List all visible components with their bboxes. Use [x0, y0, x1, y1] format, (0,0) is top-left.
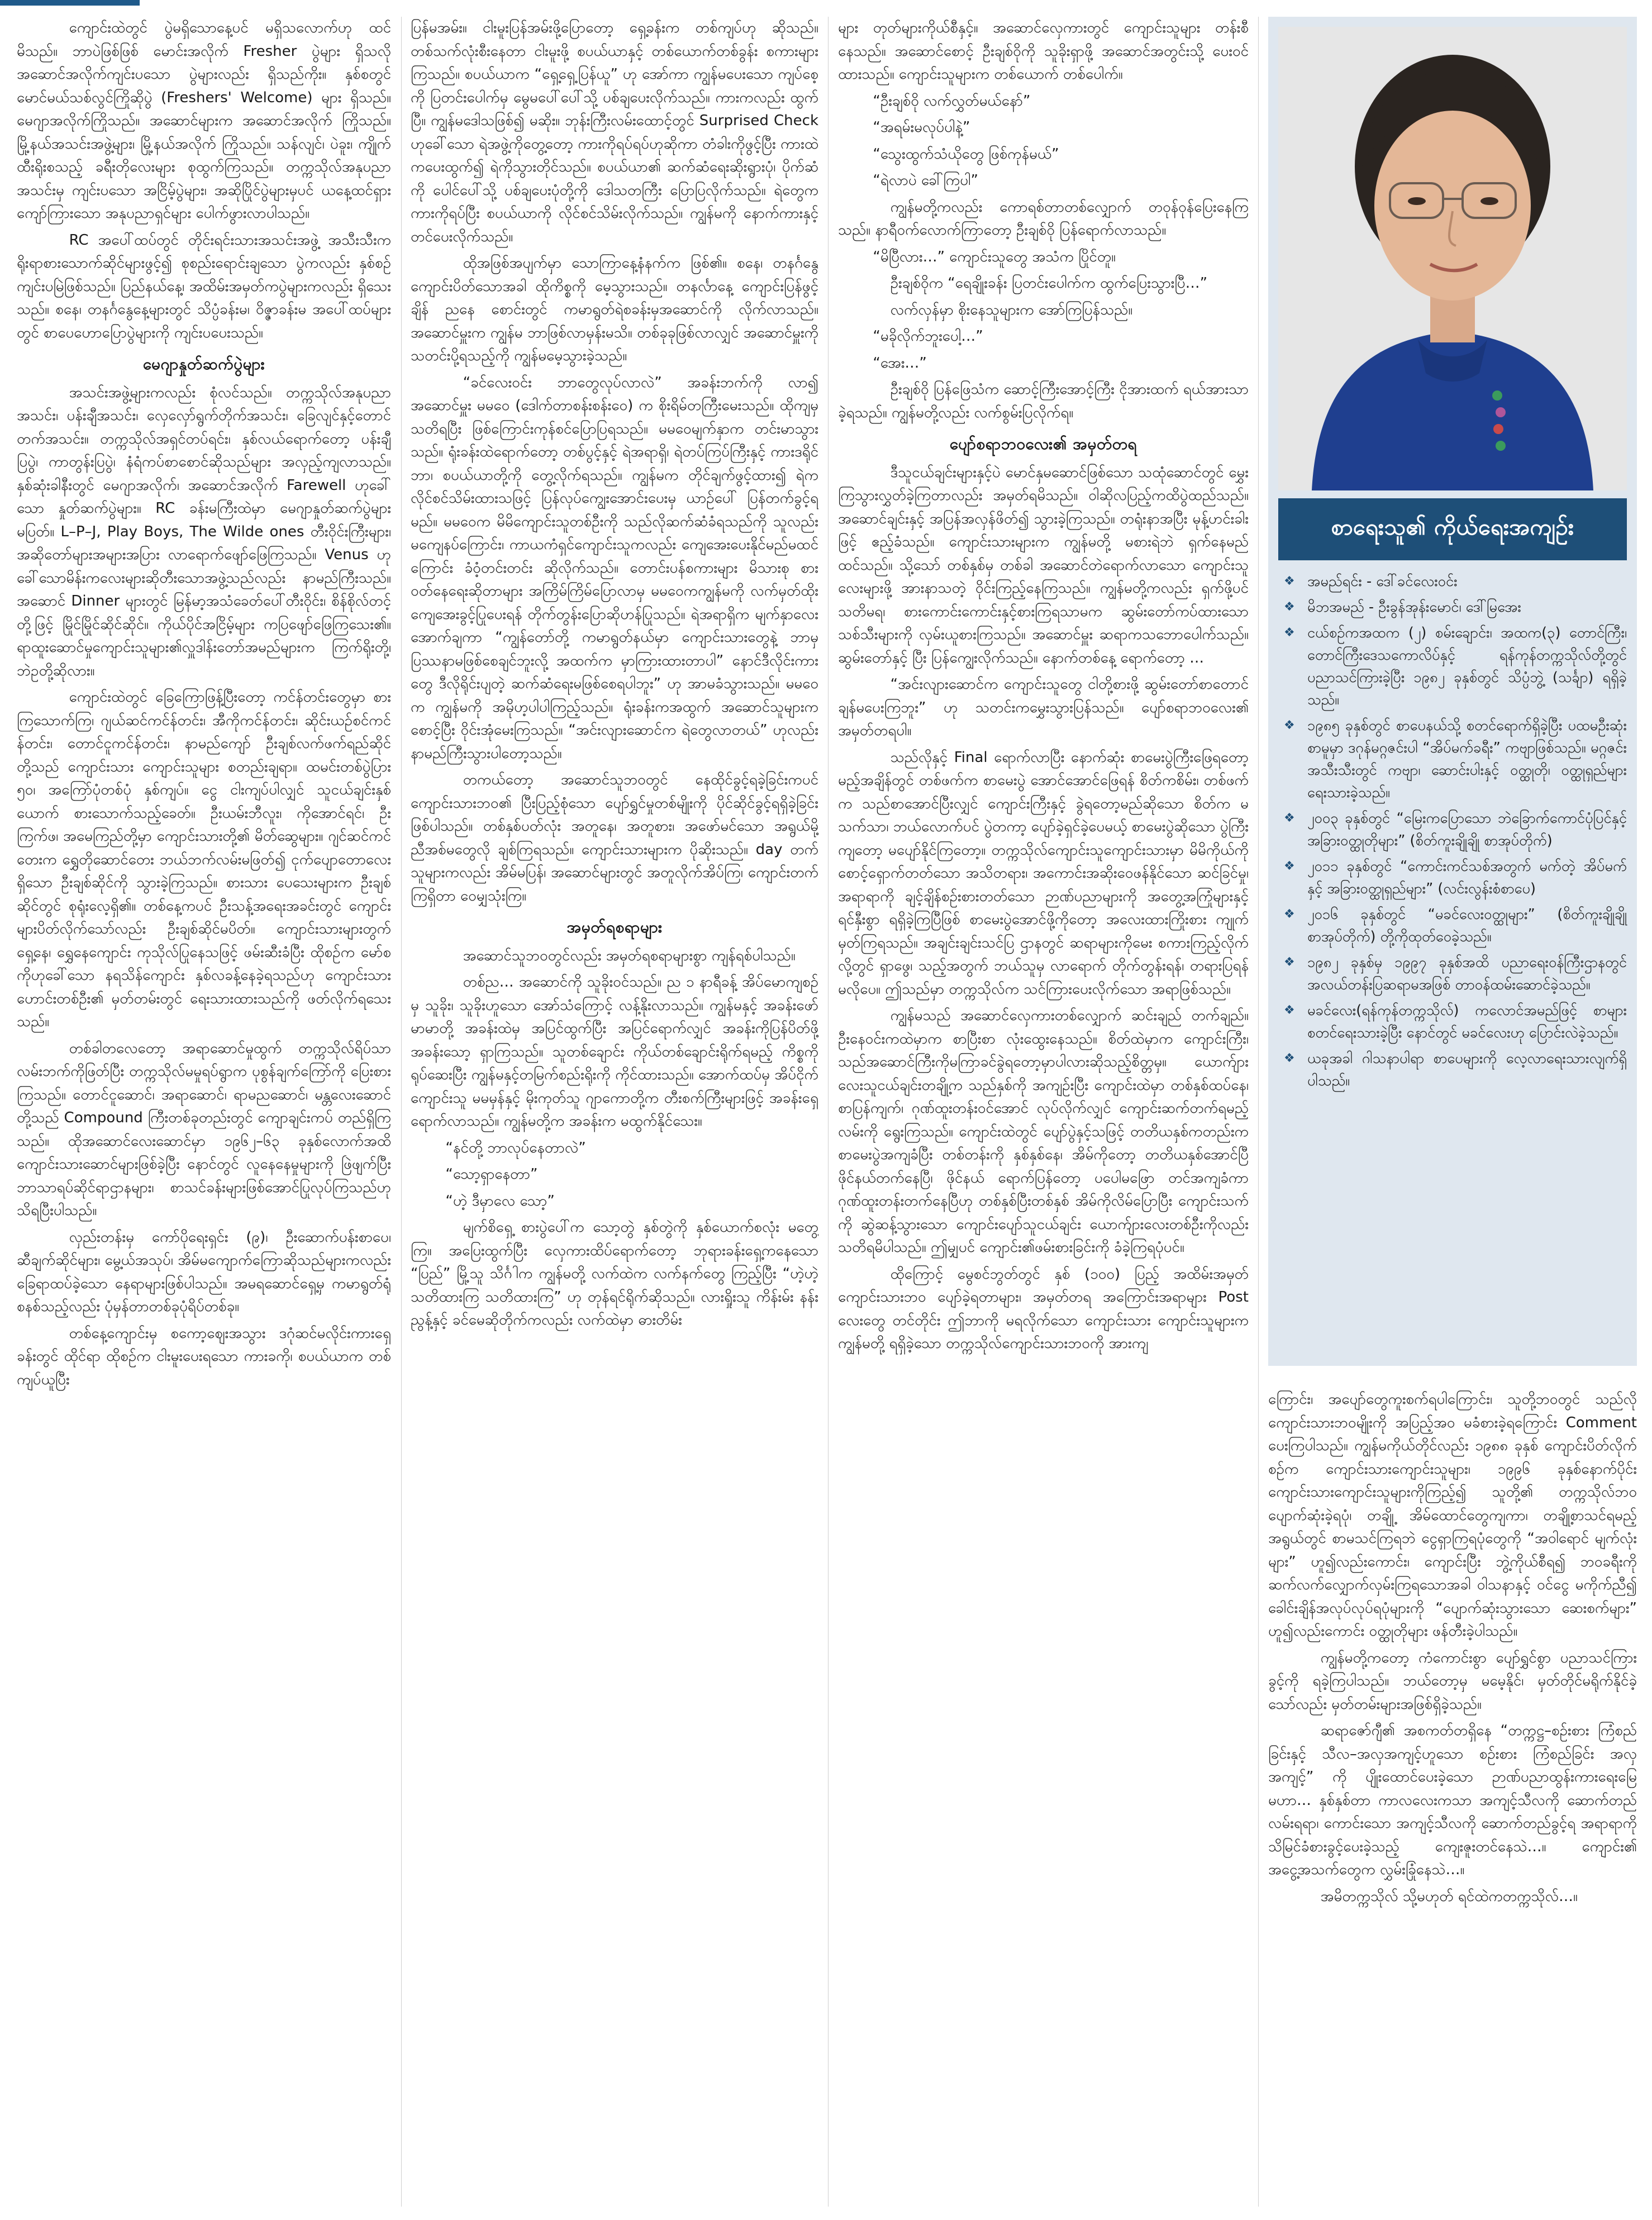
diamond-bullet-icon: ❖ — [1284, 811, 1295, 825]
article-paragraph: တစ်ည… အဆောင်ကို သူခိုးဝင်သည်။ ည ၁ နာရီခန့် အိပ်မောကျစဉ်မှ သူခိုး၊ သူခိုးဟူသော အော်သံကြောင့် လန့်နိုးလာသည်။ ကျွန်မနှင့် အခန်းဖော် မာမာတို့ အခန်းထဲမှ အပြင်ထွက်ပြီး အပြင်ရောက်လျှင် အခန်းကိုပြန်ပိတ်ဖို့ အခန်းသော့ ရှာကြသည်။ သူတစ်ချောင်း ကိုယ်တစ်ချောင်းရိုက်ရမည့် ကိစ္စကို ရုပ်ဆေးပြီး ကျွန်မနှင့်တမြက်စည်းရိုးကို ကိုင်ထားသည်။ အောက်ထပ်မှ အိပ်ငိုက်ကျောင်းသူ မမမှန်နှင့် မိုးကုတ်သူ ဂျာကောတို့က တီးစက်ကြီးများဖြင့် အခန်းရှေ့ရောက်လာသည်။ ကျွန်မတို့က အခန်းက မထွက်နိုင်သေး။ — [411, 974, 818, 1130]
article-paragraph: ကျွန်မတို့ကတော့ ကံကောင်းစွာ ပျော်ရွှင်စွာ ပညာသင်ကြားခွင့်ကို ရခဲ့ကြပါသည်။ ဘယ်တော့မှ မမေ့နိုင်၊ မှတ်တိုင်မရိုက်နိုင်ခဲ့သော်လည်း မှတ်တမ်းများအဖြစ်ရှိခဲ့သည်။ — [1268, 1649, 1637, 1713]
profile-item-text: အမည်ရင်း - ဒေါ်ခင်လေးဝင်း — [1307, 573, 1458, 590]
profile-list-item — [1280, 951, 1627, 996]
article-paragraph: ဦးချစ်ဝို ပြန်ဖြေသံက ဆောင့်ကြီးအောင့်ကြီး ငိုအားထက် ရယ်အားသာခဲ့ရသည်။ ကျွန်မတို့လည်း လက်စွမ်းပြလိုက်ရ။ — [838, 381, 1249, 421]
diamond-bullet-icon: ❖ — [1284, 1003, 1295, 1017]
author-portrait-illustration — [1278, 27, 1627, 490]
article-paragraph: အဆောင်သူဘဝတွင်လည်း အမှတ်ရစရာများစွာ ကျန်ရစ်ပါသည်။ — [463, 947, 796, 964]
diamond-bullet-icon: ❖ — [1284, 626, 1295, 640]
article-paragraph: ထိုကြောင့် မွေစင်ဘွတ်တွင် နှစ် (၁၀၀) ပြည့် အထိမ်းအမှတ် ကျောင်းသားဘဝ ပျော်ခဲ့ရတာများ၊ အမှတ်တရ အကြောင်းအရာများ Post လေးတွေ တင်တိုင်း ဤဘာကို မရလိုက်သော ကျောင်းသား ကျောင်းသူများက ကျွန်မတို့ ရရှိခဲ့သော တက္ကသိုလ်ကျောင်းသားဘဝကို အားကျ — [838, 1265, 1249, 1352]
section-heading: မေဂျာနှုတ်ဆက်ပွဲများ — [142, 355, 265, 373]
column-divider — [1258, 17, 1259, 2207]
article-paragraph: “ခင်လေးဝင်း ဘာတွေလုပ်လာလဲ” အခန်းဘက်ကို လာ၍ အဆောင်မှူး မမဝေ (ဒေါက်တာစန်းစန်းဝေ) က စိုးရိမ်တကြီးမေးသည်။ ထိုကျမှ သတိရပြီး ဖြစ်ကြောင်းကုန်စင်ပြောပြရသည်။ မမဝေမျက်နှာက တင်းမာသွားသည်။ ရုံးခန်းထဲရောက်တော့ တစ်ပွင့်နှင့် ရဲအရာရှိ၊ ရဲတပ်ကြပ်ကြီးနှင့် ကားဒရိုင်ဘာ၊ စပယ်ယာတို့ကို တွေ့လိုက်ရသည်။ ကျွန်မက တိုင်ချက်ဖွင့်ထား၍ ရဲက လိုင်စင်သိမ်းထားသဖြင့် ပြန်လုပ်ကျွေးအောင်းပေးမှ ယာဉ်ပေါ် ပြန်တက်ခွင့်ရမည်။ မမဝေက မိမိကျောင်းသူတစ်ဦးကို သည်လိုဆက်ဆံခံရသည်ကို သူလည်း မကျေနပ်ကြောင်း၊ ကာယကံရှင်ကျောင်းသူကလည်း ကျေအေးပေးနိုင်မည်မထင်ကြောင်း ခံဝံ့တင်းတင်း ဆိုလိုက်သည်။ တောင်းပန်စကားများ မိသားစု စားဝတ်နေရေးဆိုတာများ အကြိမ်ကြိမ်ပြောလာမှ မမဝေကကျွန်မကို လက်မှတ်ထိုး ကျေအေးခွင့်ပြုပေးရန် တိုက်တွန်းပြောဆိုဟန်ပြုသည်။ ရဲအရာရှိက မျက်နှာလေးအောက်ချကာ “ကျွန်တော်တို့ ကမာရွတ်နယ်မှာ ကျောင်းသားတွေနဲ့ ဘာမှပြဿနာမဖြစ်စေချင်ဘူးလို့ အထက်က မှာကြားထားတာပါ” နောင်ဒီလိုင်းကားတွေ ဒီလိုရိုင်းပျတဲ့ ဆက်ဆံရေးမဖြစ်စေရပါဘူး” ဟု အာမခံသွားသည်။ မမဝေက ကျွန်မကို အမိုဟ့ပါပါကြည့်သည်။ ရုံးခန်းကအထွက် အဆောင်သူများက စောင့်ပြီး ဝိုင်းအုံမေးကြသည်။ “အင်းလျားဆောင်က ရဲတွေလာတယ်” ဟုလည်း နာမည်ကြီးသွားပါတော့သည်။ — [411, 374, 818, 762]
article-paragraph: ထိုအဖြစ်အပျက်မှာ သောကြာနေ့နံနက်က ဖြစ်၏။ စနေ၊ တနင်္ဂနွေ ကျောင်းပိတ်သောအခါ ထိုကိစ္စကို မေ့သွားသည်။ တနင်္လာနေ့ ကျောင်းပြန်ဖွင့်ချိန် ညနေ စောင်းတွင် ကမာရွတ်ရဲစခန်းမှအဆောင်ကို လိုက်လာသည်။ အဆောင်မှူးက ကျွန်မ ဘာဖြစ်လာမှန်းမသိ။ တစ်ခုခုဖြစ်လာလျှင် အဆောင်မှူးကို သတင်းပို့ရသည့်ကို ကျွန်မမေ့သွားခဲ့သည်။ — [411, 255, 818, 364]
article-paragraph: “သော့ရှာနေတာ” — [445, 1166, 538, 1183]
profile-item-text: ၂၀၀၃ ခုနှစ်တွင် “မြေးကပြောသော ဘဲခြောက်ကောင်ပုံပြင်နှင့် အခြားဝတ္ထုတိုများ” (စိတ်ကူးချိုချို စာအုပ်တိုက်) — [1307, 810, 1627, 849]
article-paragraph: “သွေးထွက်သံယိုတွေ ဖြစ်ကုန်မယ်” — [873, 145, 1059, 163]
profile-list-item — [1280, 622, 1627, 711]
column-divider — [401, 17, 402, 2207]
article-paragraph: “ဦးချစ်ဝို လက်လွှတ်မယ်နော်” — [873, 92, 1031, 109]
profile-list-item — [1280, 999, 1627, 1044]
profile-list-item — [1280, 714, 1627, 804]
diamond-bullet-icon: ❖ — [1284, 907, 1295, 921]
profile-title: စာရေးသူ၏ ကိုယ်ရေးအကျဉ်း — [1278, 498, 1627, 560]
profile-item-text: ၂၀၁၆ ခုနှစ်တွင် “မခင်လေးဝတ္ထုများ” (စိတ်ကူးချိုချိုစာအုပ်တိုက်) တို့ကိုထုတ်ဝေခဲ့သည်။ — [1307, 906, 1627, 945]
profile-list-item — [1280, 855, 1627, 900]
profile-list-item — [1280, 807, 1627, 852]
article-paragraph: ကျွန်မတို့ကလည်း ကောရစ်တာတစ်လျှောက် တဝုန်ဝုန်ပြေးနေကြသည်။ နာရီဝက်လောက်ကြာတော့ ဦးချစ်ဝို ပြန်ရောက်လာသည်။ — [838, 198, 1249, 239]
article-paragraph: “အင်းလျားဆောင်က ကျောင်းသူတွေ ငါတို့စားဖို့ ဆွမ်းတော်စာတောင် ချန်မပေးကြဘူး” ဟု သတင်းကမွှေးသွားပြန်သည်။ ပျော်စရာဘဝလေး၏ အမှတ်တရပါ။ — [838, 676, 1249, 739]
top-accent-rule — [0, 0, 140, 6]
diamond-bullet-icon: ❖ — [1284, 600, 1295, 614]
article-paragraph: အမိတက္ကသိုလ် သို့မဟုတ် ရင်ထဲကတက္ကသိုလ်…။ — [1320, 1888, 1578, 1905]
article-paragraph: ကျောင်းထဲတွင် ပွဲမရှိသောနေ့ပင် မရှိသလောက်ဟု ထင်မိသည်။ ဘာပဲဖြစ်ဖြစ် မောင်းအလိုက် Fresher ပွဲများ ရှိသလို အဆောင်အလိုက်ကျင်းပသော ပွဲများလည်း ရှိသည်ကိုး။ နှစ်စတွင် မောင်မယ်သစ်လွင်ကြိုဆိုပွဲ (Freshers' Welcome) များ ရှိသည်။ မေဂျာအလိုက်ကြိုသည်။ အဆောင်များက အဆောင်အလိုက် ကြိုသည်။ မြို့နယ်အသင်းအဖွဲ့များ၊ မြို့နယ်အလိုက် ကြိုသည်။ သန်လျင်၊ ပဲခူး၊ ကျိုက်ထီးရိုးစသည့် ခရီးတိုလေးများ စုထွက်ကြသည်။ တက္ကသိုလ်အနုပညာအသင်းမှ ကျင်းပသော အငြိမ့်ပွဲများ၊ အဆိုပြိုင်ပွဲများမှပင် ယနေ့ထင်ရှားကျော်ကြားသော အနုပညာရှင်များ ပေါက်ဖွားလာပါသည်။ — [17, 20, 391, 222]
article-paragraph: “အေး…” — [873, 354, 927, 371]
article-paragraph: သည်လိုနှင့် Final ရောက်လာပြီး နောက်ဆုံး စာမေးပွဲကြီးဖြေရတော့မည့်အချိန်တွင် တစ်ဖက်က စာမေးပွဲ အောင်အောင်ဖြေရန် စိတ်ကစိမ်း၊ တစ်ဖက်က သည်စာအောင်ပြီးလျှင် ကျောင်းကြီးနှင့် ခွဲရတော့မည်ဆိုသော စိတ်က မသက်သာ၊ ဘယ်လောက်ပင် ပွဲတကာ့ ပျော်ခဲ့ရှင်ခဲ့ပေမယ့် စာမေးပွဲဆိုသော ပွဲကြီးကျတော့ မပျော်နိုင်ကြတော့။ တက္ကသိုလ်ကျောင်းသူကျောင်းသားမှာ မိမိကိုယ်ကိုစောင့်ရှောက်တတ်သော အသိတရား၊ အကောင်းအဆိုးဝေဖန်နိုင်သော ဆင်ခြင်မှု၊ အရာရာကို ချင့်ချိန်စဉ်းစားတတ်သော ဉာဏ်ပညာများကို အတွေ့အကြုံများနှင့် ရင်နှီးစွာ ရရှိခဲ့ကြပြီဖြစ် စာမေးပွဲအောင်ဖို့ကိုတော့ အလေးထားကြိုးစား ကျုက်မှတ်ကြရသည်။ အချင်းချင်းသင်ပြ ဌာနတွင် ဆရာများကိုမေး စကားကြည့်လိုက်လို့တွင် ရှာဖွေ၊ သည့်အတွက် ဘယ်သူမှ လာရောက် တိုက်တွန်းရန်၊ တရားပြရန် မလိုပေ။ ဤသည်မှာ တက္ကသိုလ်က သင်ကြားပေးလိုက်သော အရာဖြစ်သည်။ — [838, 749, 1249, 998]
article-paragraph: RC အပေါ်ထပ်တွင် တိုင်းရင်းသားအသင်းအဖွဲ့ အသီးသီးက ရိုးရာစားသောက်ဆိုင်များဖွင့်၍ စုစည်းရောင်းချသော ပွဲကလည်း နှစ်စဉ်ကျင်းပမြဲဖြစ်သည်။ ပြည်နယ်နေ့၊ အထိမ်းအမှတ်ကပွဲများကလည်း ရှိသေးသည်။ စနေ၊ တနင်္ဂနွေနေ့များတွင် သိပ္ပံခန်းမ၊ ဝိဇ္ဇာခန်းမ အပေါ်ထပ်များတွင် စာပေဟောပြောပွဲများကို ကျင်းပပေးသည်။ — [17, 231, 391, 341]
article-column-3 — [838, 17, 1249, 2207]
profile-item-text: ၁၉၈၂ ခုနှစ်မှ ၁၉၉၇ ခုနှစ်အထိ ပညာရေးဝန်ကြီးဌာနတွင် အလယ်တန်းပြဆရာမအဖြစ် တာဝန်ထမ်းဆောင်ခဲ့သည်။ — [1307, 954, 1627, 993]
article-paragraph: “မခိုလိုက်ဘူးပေါ့…” — [873, 328, 983, 345]
profile-item-text: မိဘအမည် - ဦးခွန်အုန်းမောင်၊ ဒေါ်မြအေး — [1307, 599, 1521, 616]
article-paragraph: “ရဲလာပဲ ခေါ်ကြပါ” — [873, 172, 979, 189]
author-profile-box — [1268, 17, 1637, 1366]
article-column-2 — [411, 17, 818, 2207]
article-paragraph: “ဟဲ့ ဒီမှာလေ သော့” — [445, 1192, 555, 1209]
profile-list — [1278, 570, 1627, 1092]
profile-item-text: ၁၉၈၅ ခုနှစ်တွင် စာပေနယ်သို့ စတင်ရောက်ရှိခဲ့ပြီး ပထမဦးဆုံးစာမူမှာ ဒဂုန်မဂ္ဂဇင်းပါ “အိပ်မက်ခရီး” ကဗျာဖြစ်သည်။ မဂ္ဂဇင်းအသီးသီးတွင် ကဗျာ၊ ဆောင်းပါးနှင့် ဝတ္ထုတို၊ ဝတ္ထုရှည်များ ရေးသားခဲ့သည်။ — [1307, 717, 1627, 801]
article-paragraph: ဆရာဇော်ဂျီ၏ အစကတ်တရှိနေ “တက္ကဋ္ဌ–စဉ်းစား ကြံစည်ခြင်းနှင့် သီလ–အလှအကျင့်ဟူသော စဉ်းစား ကြံစည်ခြင်း အလှအကျင့်” ကို ပျိုးထောင်ပေးခဲ့သော ဉာဏ်ပညာထွန်းကားရေးမြေမဟာ… နှစ်နှစ်တာ ကာလလေးကသာ အကျင့်သီလကို ဆောက်တည်လမ်းရရာ၊ ကောင်းသော အကျင့်သီလကို ဆောက်တည်ခွင့်ရ အရာရာကို သိမြင်ခံစားခွင့်ပေးခဲ့သည့် ကျေးဇူးတင်နေသဲ…။ ကျောင်း၏ အငွေ့အသက်တွေက လွှမ်းခြုံနေသဲ…။ — [1268, 1722, 1637, 1878]
article-paragraph: ကျွန်မသည် အဆောင်လှေကားတစ်လျှောက် ဆင်းချည် တက်ချည်။ ဦးနေဝင်းကထဲမှာက စာပြီးစာ လုံးထွေးနေသည်။ စိတ်ထဲမှာက ကျောင်းကြီး၊ သည်အဆောင်ကြီးကိုမကြာခင်ခွဲရတော့မှာပါလားဆိုသည့်စိတ္တမှ။ ယောက်ျားလေးသူငယ်ချင်းတချို့က သည်နှစ်ကို အကျဉ်းပြီး ကျောင်းထဲမှာ တစ်နှစ်ထပ်နေ၊ စာပြန်ကျက်၊ ဂုဏ်ထူးတန်းဝင်အောင် လုပ်လိုက်လျှင် ကျောင်းဆက်တက်ရမည့်လမ်းကို ရွေးကြသည်။ ကျောင်းထဲတွင် ပျော်ပွဲနှင့်သဖြင့် တတိယနှစ်ကတည်းက စာမေးပွဲအကျခံပြီး တစ်တန်းကို နှစ်နှစ်နေ၊ အိမ်ကိုတော့ တတိယနှစ်အောင်ပြီ ဖိုင်နယ်တက်နေပြီ၊ ဖိုင်နယ် ရောက်ပြန်တော့ ပပေါမဖြော တင်အကျခံကာ ဂုဏ်ထူးတန်းတက်နေပြီဟု တစ်နှစ်ပြီးတစ်နှစ် အိမ်ကိုလိမ်ပြောပြီး ကျောင်းသက်ကို ဆွဲဆန့်သွားသော ကျောင်းပျော်သူငယ်ချင်း ယောက်ျားလေးတစ်ဦးကိုလည်း သတိရမိပါသည်။ ဤမျှပင် ကျောင်း၏ဖမ်းစားခြင်းကို ခံခဲ့ကြရပုံပင်။ — [838, 1007, 1249, 1256]
diamond-bullet-icon: ❖ — [1284, 1051, 1295, 1065]
article-paragraph: များ တုတ်များကိုယ်စီနှင့်။ အဆောင်လှေကားတွင် ကျောင်းသူများ တန်းစီနေသည်။ အဆောင်စောင့် ဦးချစ်ဝိုကို သူခိုးရှာဖို့ အဆောင်အတွင်းသို့ ပေးဝင်ထားသည်။ ကျောင်းသူများက တစ်ယောက် တစ်ပေါက်။ — [838, 20, 1249, 83]
profile-list-item — [1280, 596, 1627, 618]
article-page — [17, 17, 1637, 2207]
article-paragraph: ပြန်မအမ်း။ ငါးမူးပြန်အမ်းဖို့ပြောတော့ ရှေ့ခန်းက တစ်ကျပ်ဟု ဆိုသည်။ တစ်သက်လုံးစီးနေတာ ငါးမူးဖို့ စပယ်ယာနှင့် တစ်ယောက်တစ်ခွန်း စကားများကြသည်။ စပယ်ယာက “ရှေ့ရှေ့ပြန်ယူ” ဟု အော်ကာ ကျွန်မပေးသော ကျပ်စေ့ကို ပြတင်းပေါက်မှ မွေမပေါ်ပေါ်သို့ ပစ်ချပေးလိုက်သည်။ ကားကလည်း ထွက်ပြီ။ ကျွန်မဒေါသဖြစ်၍ မဆိုး။ ဘုန်းကြီးလမ်းထောင့်တွင် Surprised Check ဟုခေါ်သော ရဲအဖွဲ့ကိုတွေ့တော့ ကားကိုရပ်ရပ်ဟုဆိုကာ တံခါးကိုဖွင့်ပြီး ကားထဲကပေးထွက်၍ ရဲကိုသွားတိုင်သည်။ စပယ်ယာ၏ ဆက်ဆံရေးဆိုးရွားပုံ၊ ပိုက်ဆံကို ပေါင်ပေါ်သို့ ပစ်ချပေးပုံတို့ကို ဒေါသတကြီး ပြောပြလိုက်သည်။ ရဲတွေက ကားကိုရပ်ပြီး စပယ်ယာကို လိုင်စင်သိမ်းလိုက်သည်။ ကျွန်မကို နောက်ကားနှင့် တင်ပေးလိုက်သည်။ — [411, 20, 818, 245]
article-paragraph: ဒီသူငယ်ချင်းများနှင့်ပဲ မောင်နှမဆောင်ဖြစ်သော သထုံဆောင်တွင် မွှေးကြသွားလွှတ်ခဲ့ကြတာလည်း အမှတ်ရမိသည်။ ဝါဆိုလပြည့်ကထိပွဲထည်သည်။ အဆောင်ချင်းနှင့် အပြန်အလှန်ဖိတ်၍ သွားခဲ့ကြသည်။ တရုံးနာအပြီး မုန့်ဟင်းခါးဖြင့် ဧည့်ခံသည်။ ကျောင်းသားများက ကျွန်မတို့ မစားရဲဘဲ ရှက်နေမည် ထင်သည်။ သို့သော် တစ်နှစ်မှ တစ်ခါ အဆောင်တဲရောက်လာသော ကျောင်းသူလေးများဖို့ အားနာသတဲ့ ဝိုင်းကြည့်နေကြသည်။ ကျွန်မတို့ကလည်း ရှက်ဖို့ပင် သတိမရ၊ စားကောင်းကောင်းနှင့်စားကြရသာမက ဆွမ်းတော်ကပ်ထားသော သစ်သီးများကို လှမ်းယူစားကြသည်။ အဆောင်မှူး ဆရာကသဘောပေါက်သည်။ ဆွမ်းတော်နှင့် ပြီး ပြန်ကျွေးလိုက်သည်။ နောက်တစ်နေ့ ရောက်တော့ … — [838, 464, 1249, 666]
article-paragraph: လှည်းတန်းမှ ကော်ပိုရေးရှင်း (၉)၊ ဦးဆောက်ပန်းစာပေ၊ ဆီချက်ဆိုင်များ၊ မွေ့ယ်အသုပ်၊ အိမ်မကျောက်ကြောဆိုသည်များကလည်း ခြေရာထပ်ခဲ့သော နေရာများဖြစ်ပါသည်။ အမရဆောင်ရှေ့မှ ကမာရွတ်ရုံစနစ်သည့်လည်း ပုံမှန်တာတစ်ခုပုံရိပ်တစ်ခု။ — [17, 1228, 391, 1315]
diamond-bullet-icon: ❖ — [1284, 955, 1295, 969]
article-paragraph: ကြောင်း၊ အပျော်တွေကူးစက်ရပါကြောင်း၊ သူတို့ဘဝတွင် သည်လို ကျောင်းသားဘဝမျိုးကို အပြည့်အဝ မခံစားခဲ့ရကြောင်း Comment ပေးကြပါသည်။ ကျွန်မကိုယ်တိုင်လည်း ၁၉၈၈ ခုနှစ် ကျောင်းပိတ်လိုက်စဉ်က ကျောင်းသားကျောင်းသူများ၊ ၁၉၉၆ ခုနှစ်နောက်ပိုင်း ကျောင်းသားကျောင်းသူများကိုကြည့်၍ သူတို့၏ တက္ကသိုလ်ဘဝ ပျောက်ဆုံးခဲ့ရပုံ၊ တချို့ အိမ်ထောင်တွေကျကာ၊ တချို့စာသင်ရမည့်အရွယ်တွင် စာမသင်ကြရဘဲ ငွေရှာကြရပုံတွေကို “အဝါရောင် မျက်လုံးများ” ဟူ၍လည်းကောင်း၊ ကျောင်းပြီး ဘွဲ့ကိုယ်စီရ၍ ဘဝခရီးကို ဆက်လက်လျှောက်လှမ်းကြရသောအခါ ဝါသနာနှင့် ဝင်ငွေ မကိုက်ညီ၍ ခေါင်းချိန်အလုပ်လုပ်ရပုံများကို “ပျောက်ဆုံးသွားသော ဆေးစက်များ” ဟူ၍လည်းကောင်း ဝတ္ထုတိုများ ဖန်တီးခဲ့ပါသည်။ — [1268, 1391, 1637, 1640]
article-paragraph: “နင်တို့ ဘာလုပ်နေတာလဲ” — [445, 1139, 586, 1156]
article-paragraph: “မိပြီလား…” ကျောင်းသူတွေ အသံက ပြိုင်တူ။ — [873, 248, 1116, 265]
article-paragraph: တစ်နေ့ကျောင်းမှ စကော့ဈေးအသွား ဒဂုံဆင်မလိုင်းကားရှေ့ခန်းတွင် ထိုင်ရာ ထိုစဉ်က ငါးမူးပေးရသော ကားခကို၊ စပယ်ယာက တစ်ကျပ်ယူပြီး — [17, 1325, 391, 1388]
diamond-bullet-icon: ❖ — [1284, 574, 1295, 588]
article-paragraph: တစ်ခါတလေတော့ အရာဆောင်မှုထွက် တက္ကသိုလ်ရိပ်သာလမ်းဘက်ကိုဖြတ်ပြီး တက္ကသိုလ်မမှုရပ်ရွာက ပုစွန်ချက်ကြော်ကို ပြေးစားကြသည်။ တောင်ငူဆောင်၊ အရာဆောင်၊ ရာမညဆောင်၊ မန္တလေးဆောင်တို့သည် Compound ကြီးတစ်ခုတည်းတွင် ကျောချင်းကပ် တည်ရှိကြသည်။ ထိုအဆောင်လေးဆောင်မှာ ၁၉၆၂–၆၃ ခုနှစ်လောက်အထိ ကျောင်းသားဆောင်များဖြစ်ခဲ့ပြီး နောင်တွင် လူနေနေမှုများကို ဖြဲဖျက်ပြီး ဘာသာရပ်ဆိုင်ရာဌာနများ၊ စာသင်ခန်းများဖြစ်အောင်ပြုလုပ်ကြသည်ဟု သိရပြီးပါသည်။ — [17, 1040, 391, 1219]
article-column-4 — [1268, 1388, 1637, 2207]
section-heading: ပျော်စရာဘဝလေး၏ အမှတ်တရ — [949, 435, 1137, 453]
article-column-1 — [17, 17, 391, 2207]
article-paragraph: ဦးချစ်ဝိုက “ရေချိုးခန်း ပြတင်းပေါက်က ထွက်ပြေးသွားပြီ…” — [890, 275, 1208, 292]
profile-item-text: ၂၀၁၁ ခုနှစ်တွင် “ကောင်းကင်သစ်အတွက် မက်တဲ့ အိပ်မက်နှင့် အခြားဝတ္ထုရှည်များ” (လင်းလွန်းစံစာပေ) — [1307, 858, 1627, 897]
article-paragraph: “အရမ်းမလုပ်ပါနဲ့” — [873, 119, 970, 136]
profile-list-item — [1280, 1047, 1627, 1092]
diamond-bullet-icon: ❖ — [1284, 718, 1295, 732]
profile-list-item — [1280, 903, 1627, 948]
article-paragraph: တကယ်တော့ အဆောင်သူဘဝတွင် နေထိုင်ခွင့်ရခဲ့ခြင်းကပင် ကျောင်းသားဘဝ၏ ပြီးပြည့်စုံသော ပျော်ရွှင်မှုတစ်မျိုးကို ပိုင်ဆိုင်ခွင့်ရရှိခဲ့ခြင်း ဖြစ်ပါသည်။ တစ်နှစ်ပတ်လုံး အတူနေ၊ အတူစား၊ အဖော်မင်သော အရွယ်မို့ ညီအစ်မတွေလို ချစ်ကြရသည်။ ကျောင်းသားများက ပိုဆိုးသည်။ day တက်သူများကလည်း အိမ်မပြန်၊ အဆောင်များတွင် အတူလိုက်အိပ်ကြ၊ ကျောင်းတက်ကြရှိတာ ဝေမျှသုံးကြ။ — [411, 771, 818, 904]
profile-item-text: ငယ်စဉ်ကအထက (၂) စမ်းချောင်း၊ အထက(၃) တောင်ကြီး၊ တောင်ကြီးဒေသကောလိပ်နှင့် ရန်ကုန်တက္ကသိုလ်တို့တွင် ပညာသင်ကြားခဲ့ပြီး ၁၉၈၂ ခုနှစ်တွင် သိပ္ပံဘွဲ့ (သင်္ချာ) ရရှိခဲ့သည်။ — [1307, 625, 1627, 708]
section-heading: အမှတ်ရစရာများ — [566, 918, 663, 936]
column-divider — [828, 17, 829, 2207]
profile-list-item — [1280, 570, 1627, 593]
article-paragraph: အသင်းအဖွဲ့များကလည်း စုံလင်သည်။ တက္ကသိုလ်အနုပညာအသင်း၊ ပန်းချီအသင်း၊ လှေလှော်ရွက်တိုက်အသင်း၊ ခြေလျင်နှင့်တောင်တက်အသင်း။ တက္ကသိုလ်အရှင်တပ်ရင်း၊ နှစ်လယ်ရောက်တော့ ပန်းချီပြပွဲ၊ ကာတွန်းပြပွဲ၊ နံရံကပ်စာစောင်ဆိုသည်များ အလှည့်ကျလာသည်။ နှစ်ဆုံးခါနီးတွင် မေဂျာအလိုက်၊ အဆောင်အလိုက် Farewell ဟုခေါ်သော နှုတ်ဆက်ပွဲများ။ RC ခန်းမကြီးထဲမှာ မေဂျာနှုတ်ဆက်ပွဲများ မပြတ်။ L–P–J, Play Boys, The Wilde ones တီးဝိုင်းကြီးများ၊ အဆိုတော်များအများအပြား လာရောက်ဖျော်ဖြေကြသည်။ Venus ဟုခေါ်သောမိန်းကလေးများဆိုတီးသောအဖွဲ့သည်လည်း နာမည်ကြီးသည်။ အဆောင် Dinner များတွင် မြန်မာ့အသံခေတ်ပေါ်တီးဝိုင်း၊ စိန်စိုလ်တင့်တို့ဖြင့် မြိုင်မြိုင်ဆိုင်ဆိုင်။ ကိုယ်ပိုင်အငြိမ့်များ ကပြဖျော်ဖြေကြသေး၏။ ရာထူးဆောင်မှုကျောင်းသူများ၏လှူဒါန်းတော်အမည်များက ကြက်ရိုးတို့၊ ဘဲဥတို့ဆိုလား။ — [17, 384, 391, 679]
author-photo — [1278, 27, 1627, 490]
profile-item-text: ယခုအခါ ဂါသနာပါရာ စာပေများကို လေ့လာရေးသားလျက်ရှိပါသည်။ — [1307, 1050, 1627, 1089]
article-paragraph: ကျောင်းထဲတွင် ခြေကြောဖြန့်ပြီးတော့ ကင်န်တင်းတွေမှာ စားကြသောက်ကြ၊ ဂျယ်ဆင်ကင်န်တင်း၊ အီကိုကင်န်တင်း၊ ဆိုင်းယဉ်စင်ကင်န်တင်း၊ တောင်ငူကင်န်တင်း၊ နာမည်ကျော် ဦးချစ်လက်ဖက်ရည်ဆိုင်တို့သည် ကျောင်းသား ကျောင်းသူများ စတည်းချရာ။ ထမင်းတစ်ပွဲပြား ၅၀၊ အကြော်ပုံတစ်ပုံ နှစ်ကျပ်။ ငွေ ငါးကျပ်ပါလျှင် သူငယ်ချင်းနှစ်ယောက် စားသောက်သည့်ခေတ်။ ဦးယမ်းဘီလူး၊ ကိုအောင်ရင်၊ ဦးကြက်ဖ၊ အမေကြည်တို့မှာ ကျောင်းသားတို့၏ မိတ်ဆွေများ။ ဂျင်ဆင်ကင်တေးက ရွှေတိုဆောင်တေး ဘယ်ဘက်လမ်းမဖြတ်၍ ငုက်ပျောတောလေးရှိသော ဦးချစ်ဆိုင်ကို သွားခဲ့ကြသည်။ စားသား ပေသေးများက ဦးချစ်ဆိုင်တွင် စုရုံးလေ့ရှိ၏။ တစ်နေ့ကပင် ဦးသန့်အရေးအခင်းတွင် ကျောင်းများပိတ်လိုက်သော်လည်း ဦးချစ်ဆိုင်မပိတ်။ ကျောင်းသားများတွက်ရှေ့နေ၊ ရွှေနေကျောင်း ကုသိုလ်ပြုနေသဖြင့် ဖမ်းဆီးခံပြီး ထိုစဉ်က မော်စကိုဟုခေါ်သော နရသိန်ကျောင်း နှစ်လခန့်နေခဲ့ရသည်ဟု ကျောင်းသားဟောင်းတစ်ဦး၏ မှတ်တမ်းတွင် ရေးသားထားသည်ကို ဖတ်လိုက်ရသေးသည်။ — [17, 689, 391, 1030]
diamond-bullet-icon: ❖ — [1284, 859, 1295, 873]
profile-item-text: မခင်လေး(ရန်ကုန်တက္ကသိုလ်) ကလောင်အမည်ဖြင့် စာများစတင်ရေးသားခဲ့ပြီး နောင်တွင် မခင်လေးဟု ပြောင်းလဲခဲ့သည်။ — [1307, 1002, 1627, 1041]
article-paragraph: မျက်စိရှေ့ စားပွဲပေါ်က သော့တွဲ နှစ်တွဲကို နှစ်ယောက်စလုံး မတွေ့ကြ။ အပြေးထွက်ပြီး လှေကားထိပ်ရောက်တော့ ဘုရားခန်းရှေ့ကနေသော “ပြည်” မြို့သူ သိင်္ဂါက ကျွန်မတို့ လက်ထဲက လက်နက်တွေ ကြည့်ပြီး “ဟဲ့ဟဲ့ သတိထားကြ သတိထားကြ” ဟု တုန်ရင်ရိုက်ဆိုသည်။ လားရှိုးသူ ကိန်းမ်း နန်းညွန့်နှင့် ခင်မေဆိုတိုက်ကလည်း လက်ထဲမှာ ဓားတိမ်း — [411, 1219, 818, 1328]
article-paragraph: လက်လှန်မှာ စိုးနေသူများက အော်ကြပြန်သည်။ — [890, 301, 1133, 318]
